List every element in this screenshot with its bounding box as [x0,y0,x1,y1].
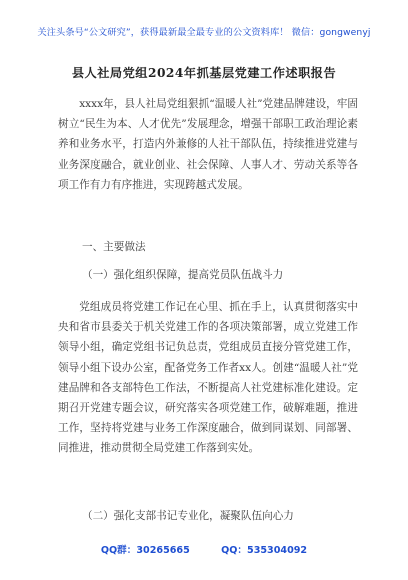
intro-paragraph: xxxx年，县人社局党组狠抓“温暖人社”党建品牌建设，牢固树立“民生为本、人才优先”发展理念，增强干部职工政治理论素养和业务水平，打造内外兼修的人社干部队伍，持续推进党建与业务深度融合，就业创业、社会保障、人事人才、劳动关系等各项工作有力有序推进，实现跨越式发展。 [58,98,358,191]
header-banner-text: 关注头条号“公文研究”，获得最新最全最专业的公文资料库！ 微信：gongwenyj [37,27,371,38]
subsection-1-paragraph: 党组成员将党建工作记在心里、抓在手上，认真贯彻落实中央和省市县委关于机关党建工作的各项决策部署，成立党建工作领导小组，确定党组书记负总责，党组成员直接分管党建工作，领导小组下设办公室，配备党务工作者xx人。创建“温暖人社”党建品牌和各支部特色工作法，不断提高人社党建标准化建设。定期召开党建专题会议，研究落实各项党建工作，破解难题，推进工作，坚持将党建与业务工作深度融合，做到同谋划、同部署、同推进，推动贯彻全局党建工作落到实处。 [58,301,358,455]
document-title: 县人社局党组2024年抓基层党建工作述职报告 [71,66,337,80]
intro-paragraph-block [58,94,358,195]
subsection-1-body-block [58,297,358,459]
footer-qq-group: QQ群：30265665 [100,545,190,556]
subsection-heading-1: （一）强化组织保障，提高党员队伍战斗力 [82,269,284,281]
section-heading-main-practices: 一、主要做法 [82,241,146,253]
header-banner [0,24,408,38]
subsection-heading-2: （二）强化支部书记专业化，凝聚队伍向心力 [82,510,294,522]
footer-contact [0,542,408,556]
footer-qq: QQ：535304092 [221,545,308,556]
